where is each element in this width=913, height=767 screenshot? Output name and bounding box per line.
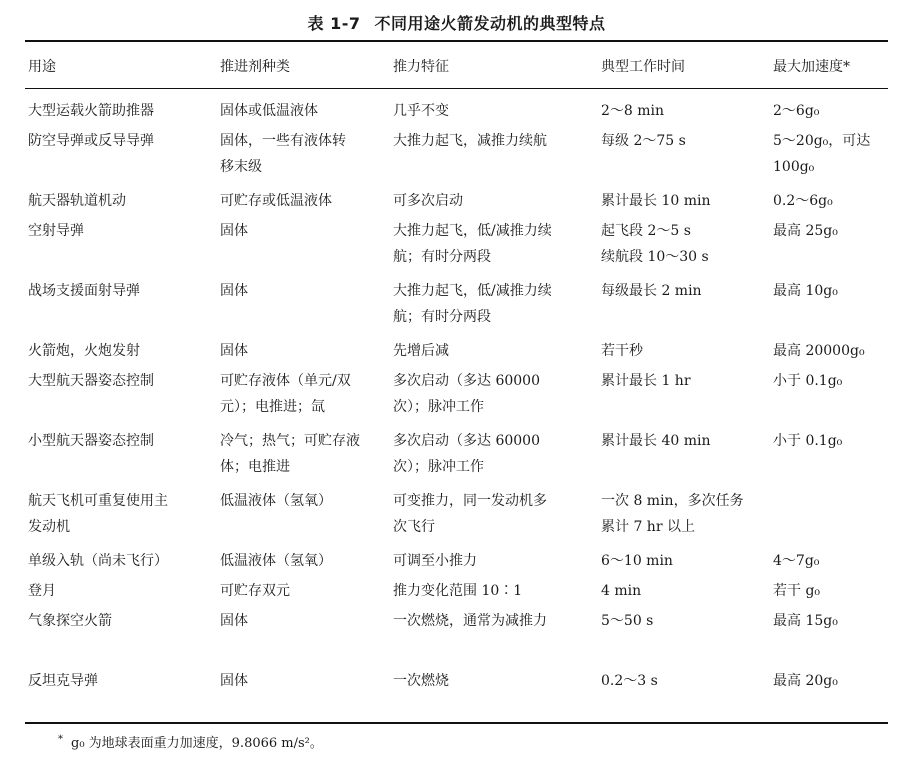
table-cell-propellant: 可贮存双元 xyxy=(220,583,290,599)
table-cell-acceleration: 最高 10g₀ xyxy=(773,283,838,299)
table-cell-thrust: 可多次启动 xyxy=(393,193,463,209)
table-cell-acceleration: 0.2～6g₀ xyxy=(773,193,833,209)
header-duration: 典型工作时间 xyxy=(601,59,685,75)
table-cell-duration: 累计最长 1 hr xyxy=(601,373,691,389)
table-cell-duration: 每级最长 2 min xyxy=(601,283,702,299)
table-cell-propellant: 固体 xyxy=(220,283,248,299)
table-cell-acceleration: 2～6g₀ xyxy=(773,103,820,119)
table-cell-propellant: 固体 xyxy=(220,223,248,239)
table-cell-duration: 若干秒 xyxy=(601,343,643,359)
table-cell-thrust: 推力变化范围 10∶1 xyxy=(393,583,523,599)
table-cell-acceleration: 最高 20000g₀ xyxy=(773,343,865,359)
table-cell-duration: 一次 8 min，多次任务 累计 7 hr 以上 xyxy=(601,493,744,535)
table-cell-duration: 累计最长 10 min xyxy=(601,193,711,209)
table-cell-acceleration: 最高 25g₀ xyxy=(773,223,838,239)
table-cell-usage: 空射导弹 xyxy=(28,223,84,239)
table-cell-acceleration: 小于 0.1g₀ xyxy=(773,373,843,389)
bottom-rule xyxy=(25,722,888,724)
table-cell-thrust: 多次启动（多达 60000 次）；脉冲工作 xyxy=(393,433,540,475)
table-cell-usage: 战场支援面射导弹 xyxy=(28,283,140,299)
table-cell-acceleration: 最高 15g₀ xyxy=(773,613,838,629)
table-cell-usage: 登月 xyxy=(28,583,56,599)
table-number: 表 1-7 xyxy=(307,14,361,33)
table-cell-thrust: 几乎不变 xyxy=(393,103,449,119)
table-cell-duration: 6～10 min xyxy=(601,553,673,569)
table-cell-usage: 防空导弹或反导导弹 xyxy=(28,133,154,149)
table-cell-usage: 大型航天器姿态控制 xyxy=(28,373,154,389)
top-rule xyxy=(25,40,888,42)
header-usage: 用途 xyxy=(28,59,56,75)
table-cell-propellant: 低温液体（氢氧） xyxy=(220,493,332,509)
footnote-text: g₀ 为地球表面重力加速度，9.8066 m/s²。 xyxy=(71,736,323,751)
table-cell-thrust: 可变推力，同一发动机多 次飞行 xyxy=(393,493,547,535)
table-cell-propellant: 固体 xyxy=(220,673,248,689)
table-cell-propellant: 低温液体（氢氧） xyxy=(220,553,332,569)
table-cell-propellant: 固体 xyxy=(220,343,248,359)
table-cell-usage: 反坦克导弹 xyxy=(28,673,98,689)
table-cell-thrust: 多次启动（多达 60000 次）；脉冲工作 xyxy=(393,373,540,415)
table-title xyxy=(0,11,913,34)
table-cell-propellant: 固体或低温液体 xyxy=(220,103,318,119)
table-cell-usage: 航天飞机可重复使用主 发动机 xyxy=(28,493,168,535)
table-cell-thrust: 大推力起飞，低/减推力续 航；有时分两段 xyxy=(393,223,552,265)
footnote xyxy=(58,732,323,751)
table-cell-usage: 气象探空火箭 xyxy=(28,613,112,629)
table-cell-propellant: 冷气；热气；可贮存液 体；电推进 xyxy=(220,433,360,475)
table-cell-acceleration: 4～7g₀ xyxy=(773,553,820,569)
table-cell-usage: 单级入轨（尚未飞行） xyxy=(28,553,168,569)
table-cell-propellant: 可贮存或低温液体 xyxy=(220,193,332,209)
header-rule xyxy=(25,88,888,89)
footnote-marker: * xyxy=(58,733,63,745)
table-cell-thrust: 可调至小推力 xyxy=(393,553,477,569)
table-cell-thrust: 先增后减 xyxy=(393,343,449,359)
table-cell-thrust: 大推力起飞，减推力续航 xyxy=(393,133,547,149)
table-cell-duration: 4 min xyxy=(601,583,642,599)
table-cell-propellant: 固体，一些有液体转 移末级 xyxy=(220,133,346,175)
table-cell-propellant: 可贮存液体（单元/双 元）；电推进；氙 xyxy=(220,373,351,415)
table-cell-acceleration: 小于 0.1g₀ xyxy=(773,433,843,449)
table-cell-thrust: 一次燃烧，通常为减推力 xyxy=(393,613,547,629)
table-cell-usage: 航天器轨道机动 xyxy=(28,193,126,209)
table-cell-thrust: 一次燃烧 xyxy=(393,673,449,689)
table-cell-duration: 起飞段 2～5 s 续航段 10～30 s xyxy=(601,223,709,265)
table-title-text: 不同用途火箭发动机的典型特点 xyxy=(374,14,606,33)
table-cell-acceleration: 最高 20g₀ xyxy=(773,673,838,689)
header-acceleration: 最大加速度* xyxy=(773,59,850,75)
table-cell-usage: 火箭炮，火炮发射 xyxy=(28,343,140,359)
table-cell-acceleration: 5～20g₀，可达 100g₀ xyxy=(773,133,871,175)
table-cell-usage: 小型航天器姿态控制 xyxy=(28,433,154,449)
header-propellant: 推进剂种类 xyxy=(220,59,290,75)
table-cell-duration: 0.2～3 s xyxy=(601,673,658,689)
table-cell-duration: 5～50 s xyxy=(601,613,654,629)
table-cell-thrust: 大推力起飞，低/减推力续 航；有时分两段 xyxy=(393,283,552,325)
table-cell-duration: 2～8 min xyxy=(601,103,665,119)
table-cell-acceleration: 若干 g₀ xyxy=(773,583,821,599)
table-cell-usage: 大型运载火箭助推器 xyxy=(28,103,154,119)
table-cell-propellant: 固体 xyxy=(220,613,248,629)
table-cell-duration: 每级 2～75 s xyxy=(601,133,686,149)
header-thrust: 推力特征 xyxy=(393,59,449,75)
table-cell-duration: 累计最长 40 min xyxy=(601,433,711,449)
